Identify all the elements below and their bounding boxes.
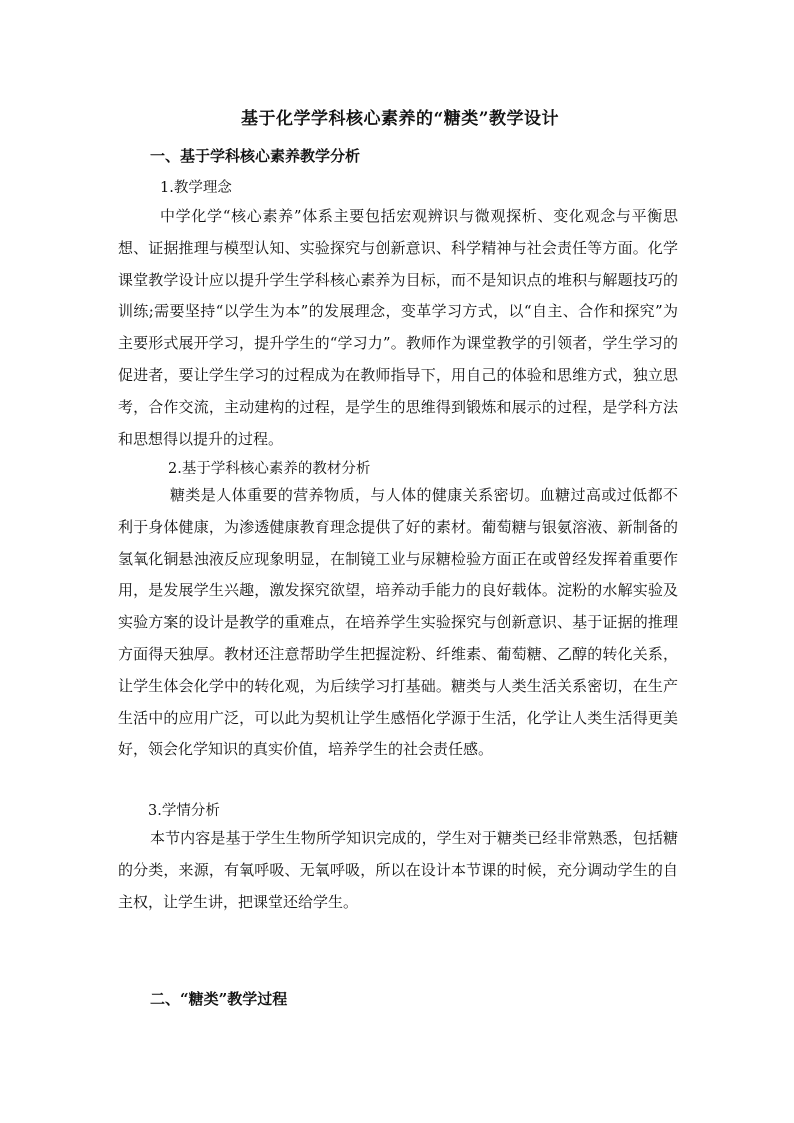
section2-heading: 二、“糖类”教学过程 <box>150 990 288 1008</box>
sub3-heading: 3.学情分析 <box>148 803 220 819</box>
sub2-heading: 2.基于学科核心素养的教材分析 <box>168 461 371 477</box>
sub1-heading: 1.教学理念 <box>160 180 232 196</box>
document-title: 基于化学学科核心素养的“糖类”教学设计 <box>240 109 560 129</box>
sub1-paragraph: 中学化学“核心素养”体系主要包括宏观辨识与微观探析、变化观念与平衡思想、证据推理与模型认知、实验探究与创新意识、科学精神与社会责任等方面。化学课堂教学设计应以提升学生学科核心素养为目标，而不是知识点的堆积与解题技巧的训练;需要坚持“以学生为本”的发展理念，变革学习方式，以“自主、合作和探究”为主要形式展开学习，提升学生的“学习力”。教师作为课堂教学的引领者，学生学习的促进者，要让学生学习的过程成为在教师指导下，用自己的体验和思维方式，独立思考，合作交流，主动建构的过程，是学生的思维得到锻炼和展示的过程，是学科方法和思想得以提升的过程。 <box>118 207 678 448</box>
sub3-paragraph: 本节内容是基于学生生物所学知识完成的，学生对于糖类已经非常熟悉，包括糖的分类，来源，有氧呼吸、无氧呼吸，所以在设计本节课的时候，充分调动学生的自主权，让学生讲，把课堂还给学生。 <box>118 829 678 911</box>
sub2-paragraph: 糖类是人体重要的营养物质，与人体的健康关系密切。血糖过高或过低都不利于身体健康，为渗透健康教育理念提供了好的素材。葡萄糖与银氨溶液、新制备的氢氧化铜悬浊液反应现象明显，在制镜工业与尿糖检验方面正在或曾经发挥着重要作用，是发展学生兴趣，激发探究欲望，培养动手能力的良好载体。淀粉的水解实验及实验方案的设计是教学的重难点，在培养学生实验探究与创新意识、基于证据的推理方面得天独厚。教材还注意帮助学生把握淀粉、纤维素、葡萄糖、乙醇的转化关系，让学生体会化学中的转化观，为后续学习打基础。糖类与人类生活关系密切，在生产生活中的应用广泛，可以此为契机让学生感悟化学源于生活，化学让人类生活得更美好，领会化学知识的真实价值，培养学生的社会责任感。 <box>118 486 678 759</box>
section1-heading: 一、基于学科核心素养教学分析 <box>150 147 361 165</box>
